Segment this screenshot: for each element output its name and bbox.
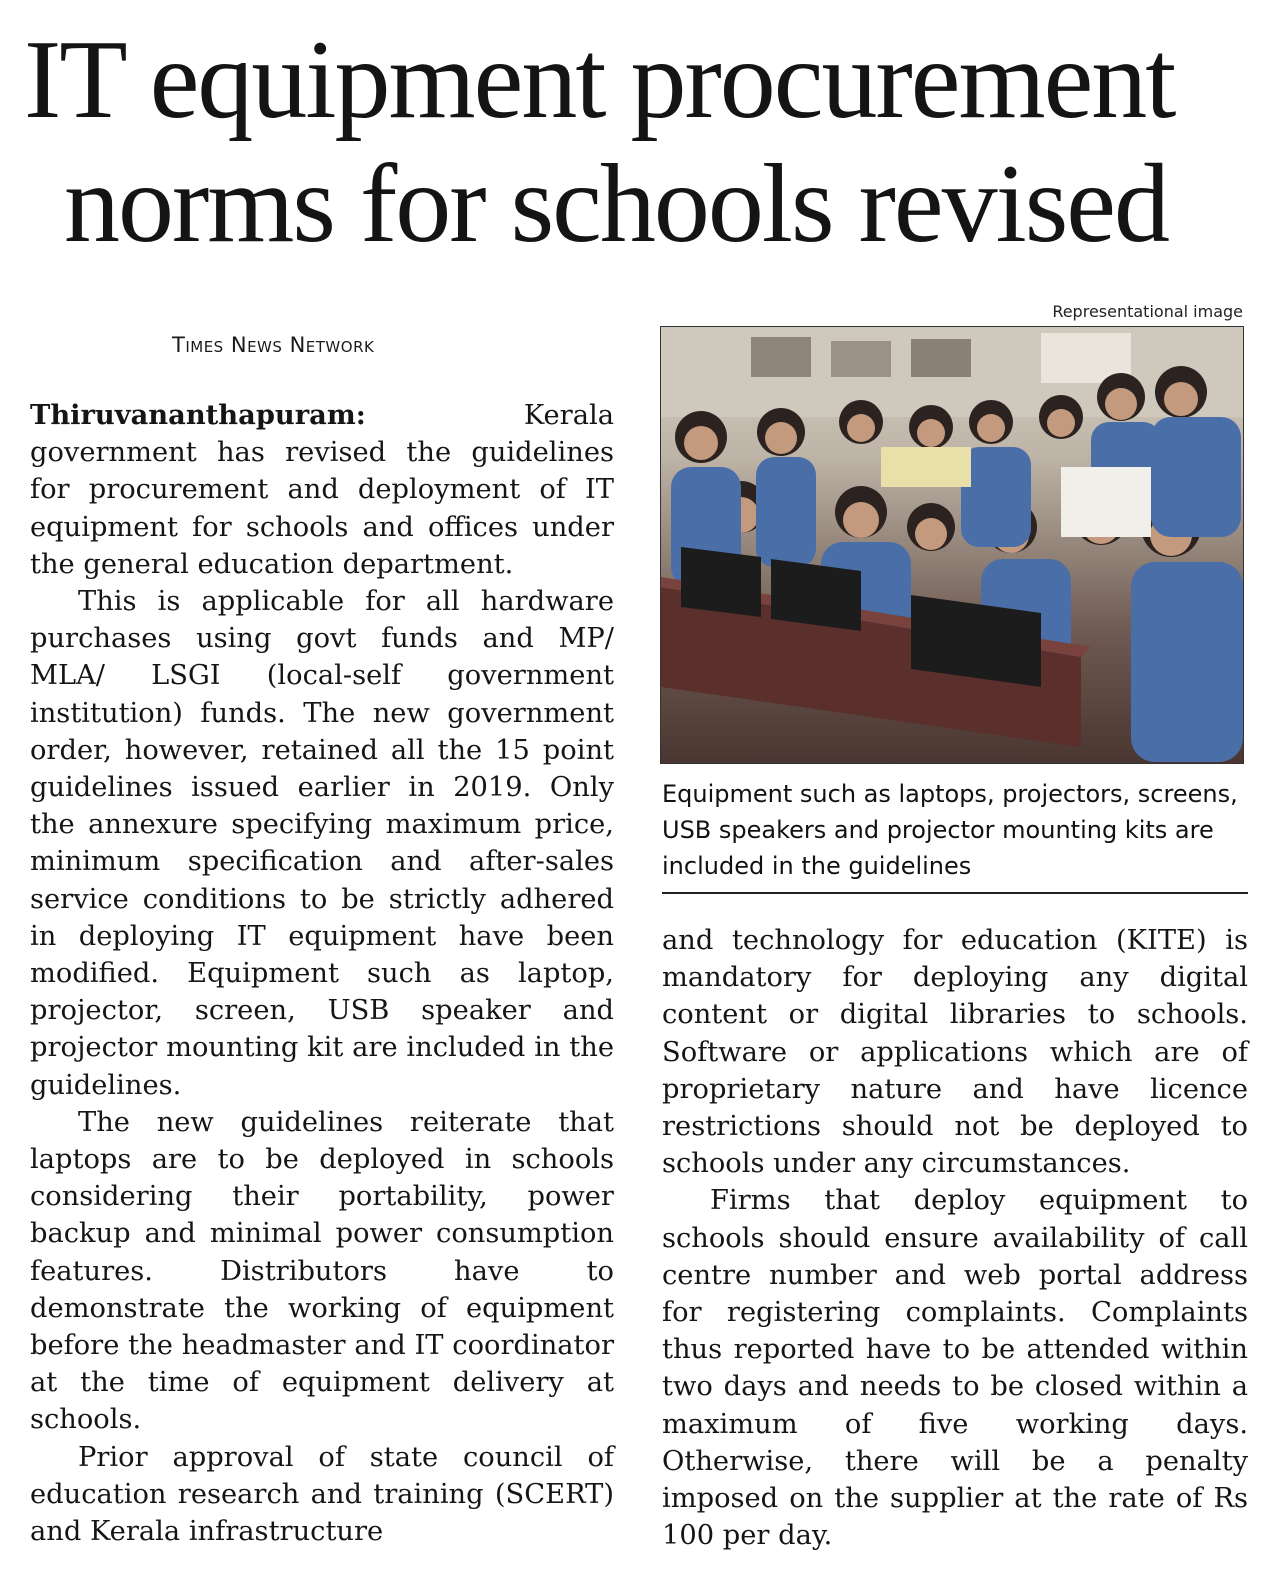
headline-line-2: norms for schools revised <box>64 142 1169 266</box>
byline: Times News Network <box>172 333 375 357</box>
article-photo <box>660 326 1244 764</box>
article-paragraph: and technology for education (KITE) is mandatory for deploying any digital content or digital libraries to schools. Software or applications which are of proprietary nature and have licence restrictions should not be deployed to schools under any circumstances. <box>662 925 1248 1180</box>
classroom-photo-illustration <box>661 327 1243 763</box>
photo-caption: Equipment such as laptops, projectors, screens, USB speakers and projector mounting kits are included in the guidelines <box>662 776 1248 894</box>
article-column-right <box>662 922 1248 1554</box>
paragraph-text: Kerala government has revised the guidelines for procurement and deployment of IT equipment for schools and offices under the general education department. <box>30 400 614 580</box>
headline <box>24 18 1264 266</box>
photo-credit: Representational image <box>1052 302 1243 321</box>
headline-line-1: IT equipment procurement <box>24 18 1175 142</box>
article-paragraph: The new guidelines reiterate that laptops are to be deployed in schools considering their portability, power backup and minimal power consumption features. Distributors have to demonstrate the working of equipment before the headmaster and IT coordinator at the time of equipment delivery at schools. <box>30 1106 614 1436</box>
article-paragraph <box>30 397 614 583</box>
article-paragraph: This is applicable for all hardware purchases using govt funds and MP/ MLA/ LSGI (local-self government institution) funds. The new government order, however, retained all the 15 point guidelines issued earlier in 2019. Only the annexure specifying maximum price, minimum specification and after-sales service conditions to be strictly adhered in deploying IT equipment have been modified. Equipment such as laptop, projector, screen, USB speaker and projector mounting kit are included in the guidelines. <box>30 586 614 1101</box>
article-paragraph: Firms that deploy equipment to schools should ensure availability of call centre number and web portal address for registering complaints. Complaints thus reported have to be attended within two days and needs to be closed within a maximum of five working days. Otherwise, there will be a penalty imposed on the supplier at the rate of Rs 100 per day. <box>662 1185 1248 1552</box>
article-column-left <box>30 397 614 1550</box>
article-paragraph: Prior approval of state council of education research and training (SCERT) and Kerala infrastructure <box>30 1441 614 1548</box>
dateline: Thiruvananthapuram: <box>30 399 366 431</box>
